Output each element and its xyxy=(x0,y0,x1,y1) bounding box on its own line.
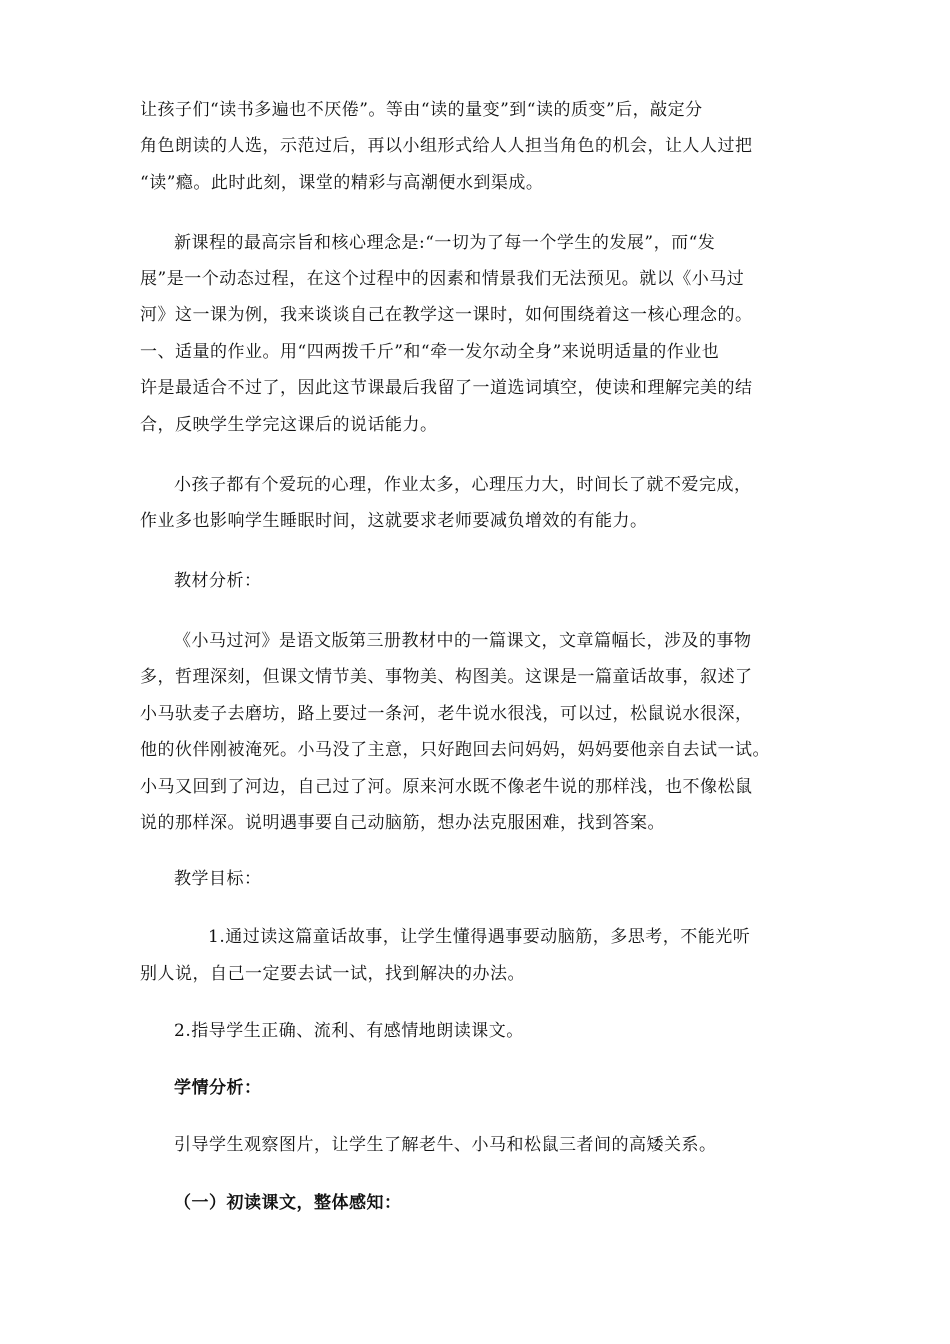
text-line: 展”是一个动态过程，在这个过程中的因素和情景我们无法预见。就以《小马过 xyxy=(140,269,745,289)
text-line: 多，哲理深刻，但课文情节美、事物美、构图美。这课是一篇童话故事，叙述了 xyxy=(140,667,753,687)
text-line: 小马又回到了河边，自己过了河。原来河水既不像老牛说的那样浅，也不像松鼠 xyxy=(140,777,753,797)
text-line: 让孩子们“读书多遍也不厌倦”。等由“读的量变”到“读的质变”后，敲定分 xyxy=(140,100,703,120)
text-line: 别人说，自己一定要去试一试，找到解决的办法。 xyxy=(140,964,525,984)
text-line: 合，反映学生学完这课后的说话能力。 xyxy=(140,415,438,435)
section-heading-textbook-analysis: 教材分析： xyxy=(174,571,262,591)
text-line: 1.通过读这篇童话故事，让学生懂得遇事要动脑筋，多思考，不能光听 xyxy=(208,927,751,947)
section-heading-teaching-goals: 教学目标： xyxy=(174,869,262,889)
text-line: 一、适量的作业。用“四两拨千斤”和“牵一发尔动全身”来说明适量的作业也 xyxy=(140,342,720,362)
text-line: 许是最适合不过了，因此这节课最后我留了一道选词填空，使读和理解完美的结 xyxy=(140,378,753,398)
text-line: 新课程的最高宗旨和核心理念是:“一切为了每一个学生的发展”，而“发 xyxy=(174,233,716,253)
text-line: 《小马过河》是语文版第三册教材中的一篇课文，文章篇幅长，涉及的事物 xyxy=(174,631,752,651)
text-line: 他的伙伴刚被淹死。小马没了主意，只好跑回去问妈妈，妈妈要他亲自去试一试。 xyxy=(140,740,770,760)
text-line: 引导学生观察图片，让学生了解老牛、小马和松鼠三者间的高矮关系。 xyxy=(174,1135,717,1155)
text-line: 小马驮麦子去磨坊，路上要过一条河，老牛说水很浅，可以过，松鼠说水很深， xyxy=(140,704,753,724)
text-line: “读”瘾。此时此刻，课堂的精彩与高潮便水到渠成。 xyxy=(140,173,544,193)
text-line: 说的那样深。说明遇事要自己动脑筋，想办法克服困难，找到答案。 xyxy=(140,813,665,833)
section-heading-student-analysis: 学情分析： xyxy=(174,1078,262,1098)
text-line: 小孩子都有个爱玩的心理，作业太多，心理压力大，时间长了就不爱完成， xyxy=(174,475,752,495)
section-heading-first-reading: （一）初读课文，整体感知： xyxy=(174,1193,402,1213)
text-line: 河》这一课为例，我来谈谈自己在教学这一课时，如何围绕着这一核心理念的。 xyxy=(140,305,753,325)
text-line: 2.指导学生正确、流利、有感情地朗读课文。 xyxy=(174,1021,524,1041)
text-line: 角色朗读的人选，示范过后，再以小组形式给人人担当角色的机会，让人人过把 xyxy=(140,136,753,156)
text-line: 作业多也影响学生睡眠时间，这就要求老师要减负增效的有能力。 xyxy=(140,511,648,531)
